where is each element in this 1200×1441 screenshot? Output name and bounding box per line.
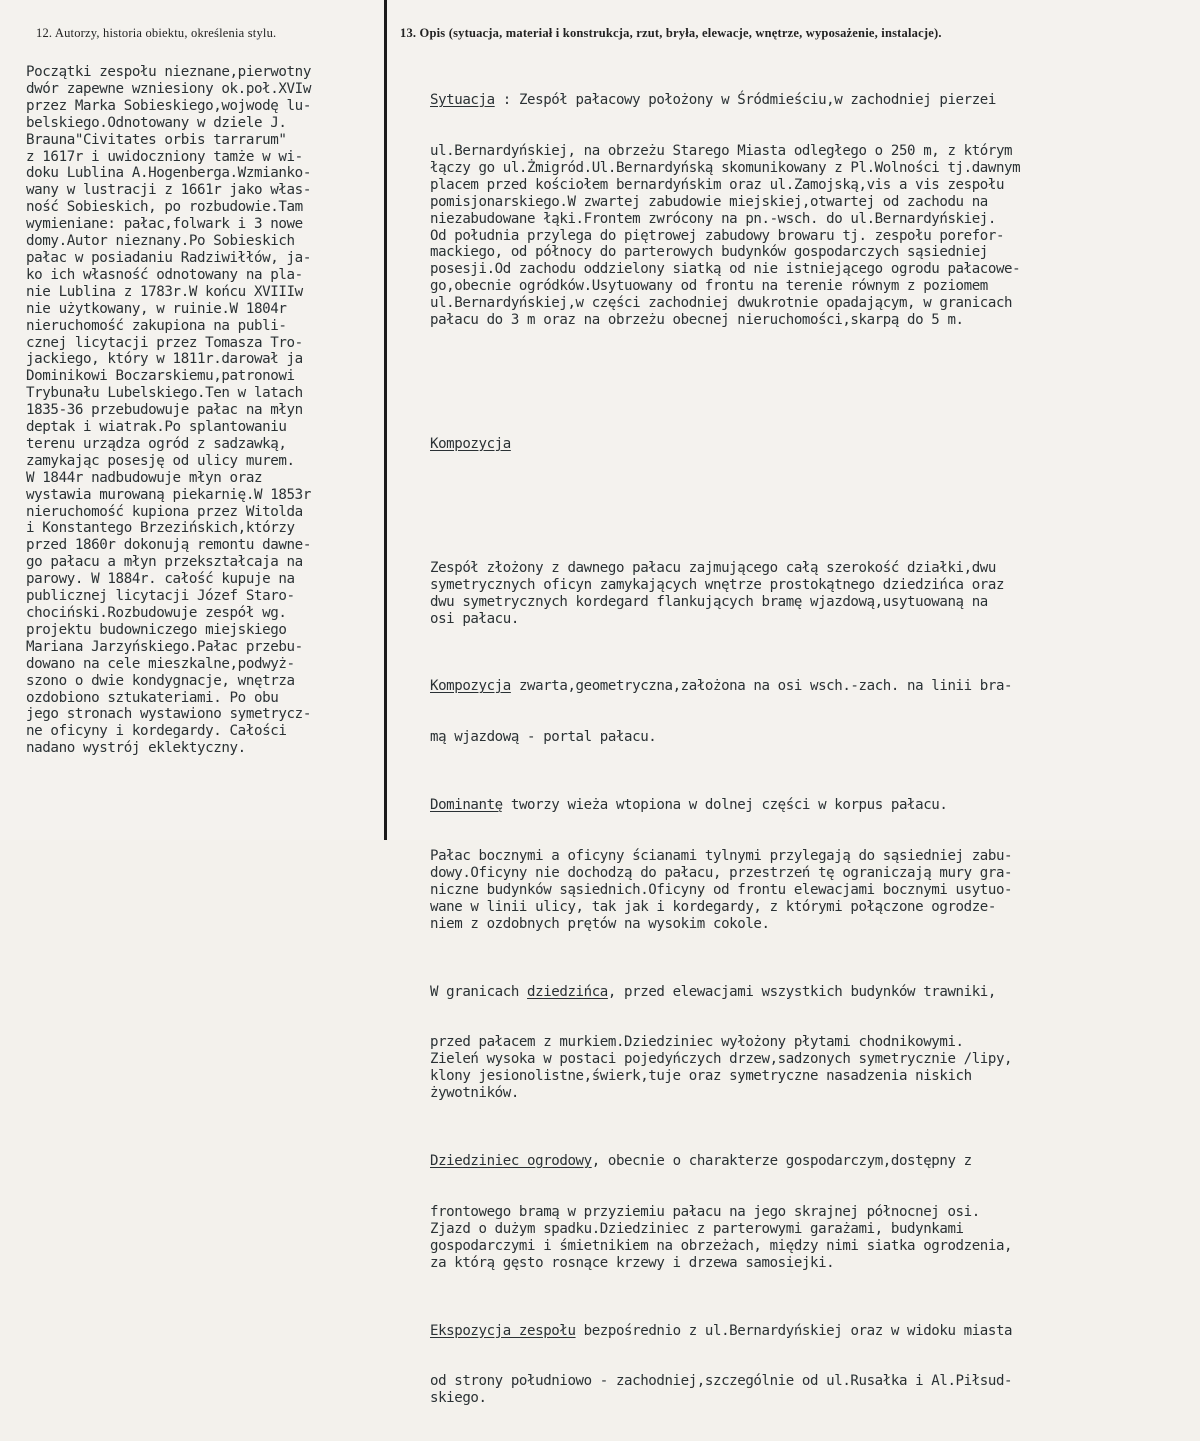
kompozycja-heading xyxy=(430,436,1020,453)
sytuacja-text-line: niezabudowane łąki.Frontem zwrócony na pn.-wsch. do ul.Bernardyńskiej. xyxy=(430,210,996,227)
history-text-line: ozdobiono sztukateriami. Po obu xyxy=(26,689,279,706)
history-text-line: przed 1860r dokonują remontu dawne- xyxy=(26,537,311,554)
ogrodowy-paragraph xyxy=(430,1204,1020,1272)
kompozycja-intro-line: symetrycznych oficyn zamykających wnętrze prostokątnego dziedzińca oraz xyxy=(430,576,1005,593)
history-text-line: domy.Autor nieznany.Po Sobieskich xyxy=(26,233,295,250)
ekspozycja-text-line: skiego. xyxy=(430,1390,487,1407)
history-text-line: belskiego.Odnotowany w dziele J. xyxy=(26,114,287,131)
history-text-line: ne oficyny i kordegardy. Całości xyxy=(26,723,287,740)
history-text-line: W 1844r nadbudowuje młyn oraz xyxy=(26,469,263,486)
sytuacja-first-line: : Zespół pałacowy położony w Śródmieściu,w zachodniej pierzei xyxy=(494,91,996,108)
dominanta-text-line: wane w linii ulicy, tak jak i kordegardy, z którymi połączone ogrodze- xyxy=(430,898,996,915)
ekspozycja-paragraph xyxy=(430,1373,1020,1407)
ogrodowy-line xyxy=(430,1153,1020,1170)
history-text-line: Trybunału Lubelskiego.Ten w latach xyxy=(26,385,303,402)
history-text-line: chociński.Rozbudowuje zespół wg. xyxy=(26,605,287,621)
dziedziniec-text-line: żywotników. xyxy=(430,1085,519,1102)
section-13-header xyxy=(400,26,942,41)
history-text-line: Mariana Jarzyńskiego.Pałac przebu- xyxy=(26,638,303,655)
history-text-line: doku Lublina A.Hogenberga.Wzmianko- xyxy=(26,165,311,182)
sytuacja-paragraph xyxy=(430,143,1020,329)
sytuacja-text-line: pałacu do 3 m oraz na obrzeżu obecnej nieruchomości,skarpą do 5 m. xyxy=(430,312,964,329)
history-text-line: 1835-36 przebudowuje pałac na młyn xyxy=(26,402,303,419)
ogrodowy-text-line: za którą gęsto rosnące krzewy i drzewa samosiejki. xyxy=(430,1254,835,1271)
kompozycja-intro-line: osi pałacu. xyxy=(430,610,519,627)
history-text-line: wystawia murowaną piekarnię.W 1853r xyxy=(26,486,311,503)
description-text-column xyxy=(430,58,1020,1441)
kompozycja-paragraph xyxy=(430,729,1020,746)
dziedziniec-prefix: W granicach xyxy=(430,983,528,1000)
dominanta-line xyxy=(430,797,1020,814)
dziedziniec-paragraph xyxy=(430,1034,1020,1102)
history-text-line: i Konstantego Brzezińskich,którzy xyxy=(26,520,295,537)
history-text-line: dwór zapewne wzniesiony ok.poł.XVIw xyxy=(26,80,311,97)
ogrodowy-text-line: Zjazd o dużym spadku.Dziedziniec z parterowymi garażami, budynkami xyxy=(430,1220,964,1237)
history-text-line: z 1617r i uwidoczniony tamże w wi- xyxy=(26,148,303,165)
column-divider xyxy=(384,0,387,840)
history-text-line: nie Lublina z 1783r.W końcu XVIIIw xyxy=(26,283,303,300)
sytuacja-text-line: ul.Bernardyńskiej, na obrzeżu Starego Miasta odległego o 250 m, z którym xyxy=(430,142,1013,159)
kompozycja-first-line: zwarta,geometryczna,założona na osi wsch.-zach. na linii bra- xyxy=(510,678,1013,695)
ogrodowy-label: Dziedziniec ogrodowy xyxy=(430,1153,592,1170)
kompozycja-intro-line: Zespół złożony z dawnego pałacu zajmującego całą szerokość działki,dwu xyxy=(430,559,996,576)
history-text-line: projektu budowniczego miejskiego xyxy=(26,621,287,638)
history-text-line: nieruchomość kupiona przez Witolda xyxy=(26,503,303,520)
history-text-line: jego stronach wystawiono symetrycz- xyxy=(26,706,311,723)
history-text-line: Brauna"Civitates orbis tarrarum" xyxy=(26,131,287,148)
dominanta-text-line: niczne budynków sąsiednich.Oficyny od frontu elewacjami bocznymi usytuo- xyxy=(430,881,1013,898)
history-text-line: terenu urządza ogród z sadzawką, xyxy=(26,435,287,452)
dominanta-first-line: tworzy wieża wtopiona w dolnej części w korpus pałacu. xyxy=(502,797,948,814)
kompozycja-line xyxy=(430,678,1020,695)
history-text-line: ko ich własność odnotowany na pla- xyxy=(26,266,303,283)
history-text-line: jackiego, który w 1811r.darował ja xyxy=(26,351,303,368)
dziedziniec-line xyxy=(430,984,1020,1001)
ogrodowy-first-line: , obecnie o charakterze gospodarczym,dostępny z xyxy=(591,1153,972,1170)
sytuacja-text-line: Od południa przylega do piętrowej zabudowy browaru tj. zespołu porefor- xyxy=(430,227,1005,244)
dziedziniec-text-line: przed pałacem z murkiem.Dziedziniec wyłożony płytami chodnikowymi. xyxy=(430,1034,964,1051)
dominanta-label: Dominantę xyxy=(430,797,503,814)
dominanta-paragraph xyxy=(430,848,1020,933)
history-text-line: nie użytkowany, w ruinie.W 1804r xyxy=(26,300,287,317)
kompozycja-heading-text: Kompozycja xyxy=(430,436,511,453)
sytuacja-label: Sytuacja xyxy=(430,91,495,108)
sytuacja-text-line: ul.Bernardyńskiej,w części zachodniej dwukrotnie opadającym, w granicach xyxy=(430,295,1013,312)
section-13-rest: (sytuacja, materiał i konstrukcja, rzut, bryła, elewacje, wnętrze, wyposażenie, instalacje). xyxy=(445,26,942,40)
kompozycja-label: Kompozycja xyxy=(430,678,511,695)
ekspozycja-line xyxy=(430,1323,1020,1340)
sytuacja-text-line: go,obecnie ogródków.Usytuowany od frontu na terenie równym z poziomem xyxy=(430,278,988,295)
section-12-header: 12. Autorzy, historia obiektu, określenia stylu. xyxy=(36,26,277,40)
kompozycja-intro-paragraph xyxy=(430,560,1020,628)
history-text-column xyxy=(26,64,311,757)
sytuacja-text-line: łączy go ul.Żmigród.Ul.Bernardyńską skomunikowany z Pl.Wolności tj.dawnym xyxy=(430,159,1021,176)
sytuacja-text-line: pomisjonarskiego.W zwartej zabudowie miejskiej,otwartej od zachodu na xyxy=(430,193,988,210)
sytuacja-line xyxy=(430,92,1020,109)
kompozycja-intro-line: dwu symetrycznych kordegard flankujących bramę wjazdową,usytuowaną na xyxy=(430,593,988,610)
history-text-line: go pałacu a młyn przekształcaja na xyxy=(26,554,303,571)
history-text-line: Początki zespołu nieznane,pierwotny xyxy=(26,64,311,80)
history-text-line: deptak i wiatrak.Po splantowaniu xyxy=(26,419,287,436)
history-text-line: nadano wystrój eklektyczny. xyxy=(26,740,246,757)
history-text-line: cznej licytacji przez Tomasza Tro- xyxy=(26,334,303,351)
dominanta-text-line: Pałac bocznymi a oficyny ścianami tylnymi przylegają do sąsiedniej zabu- xyxy=(430,847,1013,864)
history-text-line: pałac w posiadaniu Radziwiłłów, ja- xyxy=(26,249,311,266)
history-text-line: wymieniane: pałac,folwark i 3 nowe xyxy=(26,216,303,233)
ekspozycja-text-line: od strony południowo - zachodniej,szczególnie od ul.Rusałka i Al.Piłsud- xyxy=(430,1373,1013,1390)
dziedziniec-label: dziedzińca xyxy=(527,983,608,1000)
ogrodowy-text-line: frontowego bramą w przyziemiu pałacu na jego skrajnej północnej osi. xyxy=(430,1203,980,1220)
history-text-line: przez Marka Sobieskiego,wojwodę lu- xyxy=(26,97,311,114)
history-text-line: wany w lustracji z 1661r jako włas- xyxy=(26,182,311,199)
sytuacja-text-line: placem przed kościołem bernardyńskim oraz ul.Zamojską,vis a vis zespołu xyxy=(430,176,1005,193)
section-13-number: 13. Opis xyxy=(400,26,446,40)
dziedziniec-first-line: , przed elewacjami wszystkich budynków trawniki, xyxy=(607,983,996,1000)
dominanta-text-line: dowy.Oficyny nie dochodzą do pałacu, przestrzeń tę ograniczają mury gra- xyxy=(430,864,1013,881)
history-text-line: dowano na cele mieszkalne,podwyż- xyxy=(26,655,295,672)
ogrodowy-text-line: gospodarczymi i śmietnikiem na obrzeżach, między nimi siatka ogrodzenia, xyxy=(430,1237,1013,1254)
history-text-line: nieruchomość zakupiona na publi- xyxy=(26,317,287,334)
dziedziniec-text-line: Zieleń wysoka w postaci pojedyńczych drzew,sadzonych symetrycznie /lipy, xyxy=(430,1051,1013,1068)
ekspozycja-label: Ekspozycja zespołu xyxy=(430,1322,576,1339)
history-text-line: publicznej licytacji Józef Staro- xyxy=(26,588,295,605)
sytuacja-text-line: mackiego, od północy do parterowych budynków gospodarczych sąsiedniej xyxy=(430,244,988,261)
ekspozycja-first-line: bezpośrednio z ul.Bernardyńskiej oraz w widoku miasta xyxy=(575,1322,1013,1339)
sytuacja-text-line: posesji.Od zachodu oddzielony siatką od nie istniejącego ogrodu pałacowe- xyxy=(430,261,1021,278)
history-text-line: zamykając posesję od ulicy murem. xyxy=(26,452,295,469)
history-text-line: ność Sobieskich, po rozbudowie.Tam xyxy=(26,199,303,216)
dominanta-text-line: niem z ozdobnych prętów na wysokim cokole. xyxy=(430,915,770,932)
history-text-line: szono o dwie kondygnacje, wnętrza xyxy=(26,672,295,689)
kompozycja-text-line: mą wjazdową - portal pałacu. xyxy=(430,729,657,746)
dziedziniec-text-line: klony jesionolistne,świerk,tuje oraz symetryczne nasadzenia niskich xyxy=(430,1068,972,1085)
history-text-line: parowy. W 1884r. całość kupuje na xyxy=(26,571,295,588)
history-text-line: Dominikowi Boczarskiemu,patronowi xyxy=(26,368,295,385)
